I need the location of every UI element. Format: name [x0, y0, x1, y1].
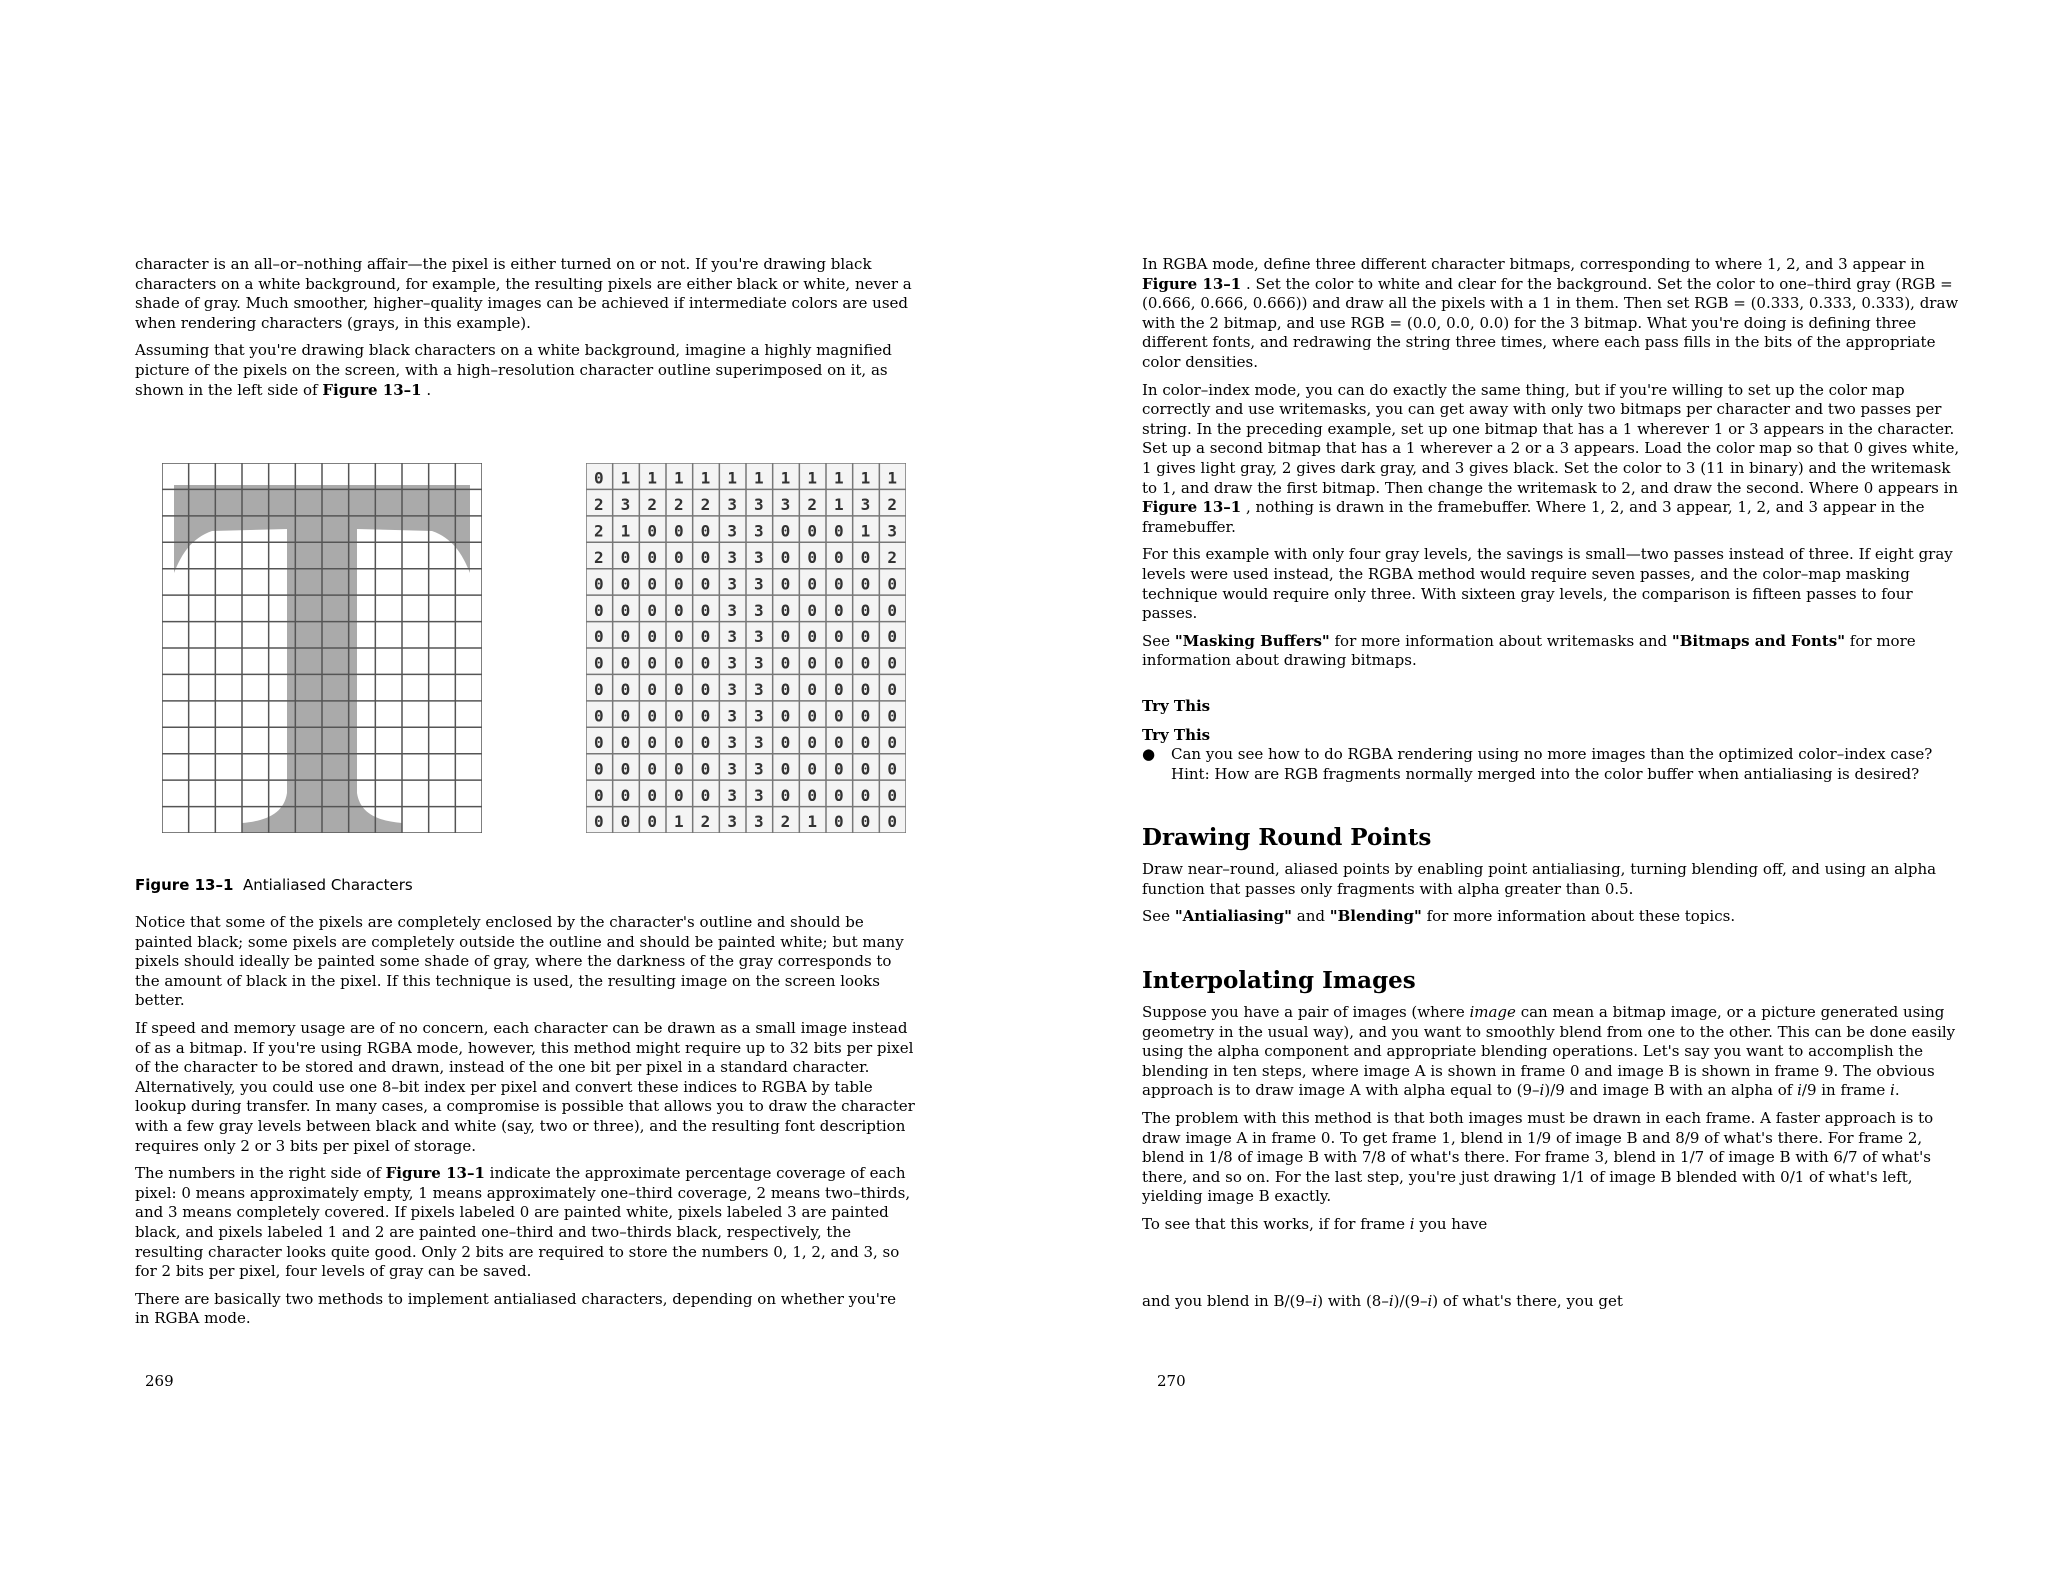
figure-caption: [135, 876, 413, 894]
coverage-value: 3: [754, 627, 764, 647]
figure-reference: Figure 13–1: [1142, 274, 1242, 293]
coverage-value: 0: [780, 574, 791, 594]
coverage-value: 0: [807, 706, 817, 726]
coverage-value: 3: [727, 680, 737, 700]
interpolating-paragraph-3: To see that this works, if for frame i you have: [1142, 1214, 1488, 1233]
coverage-value: 0: [647, 521, 657, 541]
coverage-value: 0: [674, 706, 684, 726]
coverage-value: 0: [887, 785, 897, 805]
coverage-value: 0: [620, 732, 631, 752]
coverage-value: 0: [620, 759, 631, 779]
coverage-value: 0: [700, 574, 711, 594]
coverage-value: 2: [594, 547, 604, 567]
coverage-value: 0: [834, 574, 844, 594]
coverage-value: 0: [700, 680, 711, 700]
coverage-value: 2: [594, 495, 604, 515]
coverage-value: 0: [807, 680, 817, 700]
coverage-value: 0: [780, 600, 791, 620]
coverage-value: 0: [620, 653, 631, 673]
coverage-value: 3: [754, 706, 764, 726]
coverage-value: 0: [647, 653, 657, 673]
coverage-value: 1: [834, 468, 844, 488]
coverage-value: 0: [620, 547, 631, 567]
coverage-value: 1: [754, 468, 764, 488]
coverage-value: 3: [727, 759, 737, 779]
interpolating-paragraph-4: and you blend in B/(9–i) with (8–i)/(9–i) of what's there, you get: [1142, 1292, 1623, 1310]
coverage-value: 0: [700, 732, 711, 752]
coverage-value: 0: [594, 706, 604, 726]
try-this-text: Can you see how to do RGBA rendering using no more images than the optimized color–index case? Hint: How are RGB fragments normally merged into the color buffer when antialiasing is desired?: [1171, 745, 1933, 783]
right-paragraph-1: In RGBA mode, define three different character bitmaps, corresponding to where 1, 2, and 3 appear in Figure 13–1 . Set the color to white and clear for the background. Set the color to one–third gray (RGB = (0.666, 0.666, 0.666)) and draw all the pixels with a 1 in them. Then set RGB = (0.333, 0.333, 0.333), draw with the 2 bitmap, and use RGB = (0.0, 0.0, 0.0) for the 3 bitmap. What you're doing is defining three different fonts, and redrawing the string three times, where each pass fills in the bits of the appropriate color densities.: [1142, 255, 1959, 371]
coverage-value: 0: [860, 600, 871, 620]
heading-interpolating-images: Interpolating Images: [1142, 967, 1416, 994]
coverage-value: 0: [620, 627, 631, 647]
coverage-value: 2: [594, 521, 604, 541]
coverage-value: 0: [860, 627, 871, 647]
page-number-left: 269: [145, 1372, 174, 1390]
coverage-value: 3: [727, 785, 737, 805]
coverage-value: 0: [780, 732, 791, 752]
coverage-value: 0: [887, 627, 897, 647]
coverage-value: 3: [754, 600, 764, 620]
coverage-value: 0: [674, 627, 684, 647]
coverage-value: 1: [674, 468, 684, 488]
coverage-value: 0: [674, 732, 684, 752]
coverage-value: 0: [700, 653, 711, 673]
coverage-value: 2: [700, 812, 711, 832]
coverage-value: 0: [674, 600, 684, 620]
coverage-value: 0: [700, 706, 711, 726]
figure-t-outline: [162, 463, 482, 833]
round-points-see-also: See "Antialiasing" and "Blending" for more information about these topics.: [1142, 907, 1736, 926]
coverage-value: 0: [594, 574, 604, 594]
coverage-value: 0: [860, 759, 871, 779]
interpolating-section: [1142, 1003, 1962, 1243]
try-this-bullet: [1142, 745, 1962, 785]
coverage-value: 3: [727, 574, 737, 594]
coverage-value: 0: [807, 574, 817, 594]
coverage-value: 0: [594, 468, 604, 488]
coverage-value: 0: [807, 732, 817, 752]
coverage-value: 3: [754, 574, 764, 594]
coverage-value: 0: [780, 706, 791, 726]
coverage-value: 0: [674, 653, 684, 673]
coverage-value: 3: [887, 521, 897, 541]
coverage-value: 0: [807, 521, 817, 541]
coverage-value: 0: [834, 521, 844, 541]
coverage-value: 0: [807, 785, 817, 805]
link-blending[interactable]: "Blending": [1329, 907, 1422, 926]
figure-caption-label: Figure 13–1: [135, 876, 234, 894]
left-paragraph-3: Notice that some of the pixels are completely enclosed by the character's outline and should be painted black; some pixels are completely outside the outline and should be painted white; but many pixels should ideally be painted some shade of gray, where the darkness of the gray corresponds to the amount of black in the pixel. If this technique is used, the resulting image on the screen looks better.: [135, 913, 904, 1010]
coverage-value: 0: [834, 680, 844, 700]
coverage-value: 0: [594, 680, 604, 700]
coverage-value: 0: [700, 759, 711, 779]
link-antialiasing[interactable]: "Antialiasing": [1174, 907, 1292, 926]
coverage-value: 0: [860, 732, 871, 752]
coverage-value: 1: [700, 468, 711, 488]
coverage-value: 0: [887, 680, 897, 700]
page-number-right: 270: [1157, 1372, 1186, 1390]
right-paragraph-4: See "Masking Buffers" for more information about writemasks and "Bitmaps and Fonts" for more information about drawing bitmaps.: [1142, 631, 1916, 670]
interpolating-paragraph-2: The problem with this method is that both images must be drawn in each frame. A faster approach is to draw image A in frame 0. To get frame 1, blend in 1/9 of image B and 8/9 of what's there. For frame 2, blend in 1/8 of image B with 7/8 of what's there. For frame 3, blend in 1/7 of image B with 6/7 of what's there, and so on. For the last step, you're just drawing 1/1 of image B blended with 0/1 of what's left, yielding image B exactly.: [1142, 1108, 1934, 1206]
coverage-value: 0: [620, 680, 631, 700]
try-this-heading: Try This: [1142, 697, 1211, 715]
coverage-value: 0: [834, 812, 844, 832]
coverage-value: 0: [887, 653, 897, 673]
coverage-value: 0: [674, 574, 684, 594]
coverage-value: 1: [834, 495, 844, 515]
coverage-value: 0: [860, 574, 871, 594]
coverage-value: 0: [887, 759, 897, 779]
coverage-value: 1: [647, 468, 657, 488]
coverage-value: 0: [700, 600, 711, 620]
coverage-value: 0: [887, 812, 897, 832]
figure-coverage-grid: [586, 463, 906, 833]
coverage-value: 0: [700, 785, 711, 805]
round-points-section: [1142, 860, 1962, 935]
coverage-value: 0: [594, 785, 604, 805]
left-paragraph-2: Assuming that you're drawing black characters on a white background, imagine a highly magnified picture of the pixels on the screen, with a high–resolution character outline superimposed on it, as shown in the left side of Figure 13–1 .: [135, 341, 892, 399]
coverage-value: 2: [647, 495, 657, 515]
coverage-value: 0: [834, 600, 844, 620]
coverage-value: 3: [727, 521, 737, 541]
coverage-value: 3: [754, 495, 764, 515]
coverage-value: 0: [807, 600, 817, 620]
coverage-value: 0: [834, 706, 844, 726]
coverage-value: 0: [647, 759, 657, 779]
round-points-paragraph: Draw near–round, aliased points by enabling point antialiasing, turning blending off, and using an alpha function that passes only fragments with alpha greater than 0.5.: [1142, 860, 1937, 898]
coverage-value: 0: [647, 680, 657, 700]
link-bitmaps-and-fonts[interactable]: "Bitmaps and Fonts": [1671, 631, 1846, 650]
coverage-value: 0: [594, 627, 604, 647]
right-paragraph-3: For this example with only four gray levels, the savings is small—two passes instead of three. If eight gray levels were used instead, the RGBA method would require seven passes, and the color–map masking technique would require only three. With sixteen gray levels, the comparison is fifteen passes to four passes.: [1142, 545, 1953, 623]
coverage-value: 0: [887, 600, 897, 620]
coverage-value: 0: [780, 653, 791, 673]
coverage-value: 2: [700, 495, 711, 515]
coverage-value: 0: [887, 574, 897, 594]
coverage-value: 0: [594, 653, 604, 673]
coverage-value: 0: [674, 759, 684, 779]
coverage-value: 1: [674, 812, 684, 832]
coverage-value: 0: [647, 732, 657, 752]
heading-drawing-round-points: Drawing Round Points: [1142, 824, 1432, 851]
coverage-value: 0: [780, 759, 791, 779]
coverage-value: 3: [727, 706, 737, 726]
coverage-value: 3: [727, 812, 737, 832]
coverage-value: 0: [594, 600, 604, 620]
coverage-value: 0: [620, 600, 631, 620]
coverage-value: 3: [754, 521, 764, 541]
left-text-bottom: [135, 913, 915, 1337]
coverage-value: 3: [754, 680, 764, 700]
coverage-value: 3: [754, 812, 764, 832]
coverage-value: 3: [754, 653, 764, 673]
coverage-value: 0: [700, 521, 711, 541]
coverage-value: 0: [620, 706, 631, 726]
figure-reference: Figure 13–1: [1142, 498, 1242, 517]
coverage-value: 0: [834, 759, 844, 779]
coverage-value: 3: [620, 495, 631, 515]
coverage-value: 0: [674, 547, 684, 567]
figure-reference: Figure 13–1: [385, 1164, 485, 1183]
coverage-value: 0: [647, 574, 657, 594]
coverage-value: 0: [647, 785, 657, 805]
coverage-value: 2: [780, 812, 791, 832]
coverage-value: 1: [860, 468, 871, 488]
figure-reference: Figure 13–1: [322, 380, 422, 399]
coverage-value: 3: [727, 627, 737, 647]
figure-caption-text: Antialiased Characters: [242, 876, 413, 894]
coverage-value: 0: [834, 653, 844, 673]
coverage-value: 3: [727, 547, 737, 567]
coverage-value: 0: [887, 732, 897, 752]
left-text-top: [135, 255, 915, 408]
link-masking-buffers[interactable]: "Masking Buffers": [1174, 631, 1330, 650]
coverage-value: 1: [780, 468, 791, 488]
coverage-value: 3: [754, 547, 764, 567]
coverage-value: 0: [594, 732, 604, 752]
coverage-value: 3: [727, 653, 737, 673]
coverage-value: 3: [860, 495, 871, 515]
coverage-value: 0: [860, 680, 871, 700]
coverage-value: 2: [807, 495, 817, 515]
coverage-value: 0: [647, 547, 657, 567]
coverage-value: 0: [780, 521, 791, 541]
right-text-top: [1142, 255, 1962, 679]
coverage-value: 0: [620, 574, 631, 594]
coverage-value: 0: [780, 627, 791, 647]
coverage-value: 0: [700, 627, 711, 647]
coverage-value: 1: [727, 468, 737, 488]
coverage-value: 0: [807, 627, 817, 647]
coverage-value: 0: [834, 627, 844, 647]
interpolating-paragraph-1: Suppose you have a pair of images (where image can mean a bitmap image, or a picture generated using geometry in the usual way), and you want to smoothly blend from one to the other. This can be done easily using the alpha component and appropriate blending operations. Let's say you want to accomplish the blending in ten steps, where image A is shown in frame 0 and image B is shown in frame 9. The obvious approach is to draw image A with alpha equal to (9–i)/9 and image B with an alpha of i/9 in frame i.: [1142, 1003, 1956, 1100]
left-paragraph-4: If speed and memory usage are of no concern, each character can be drawn as a small image instead of as a bitmap. If you're using RGBA mode, however, this method might require up to 32 bits per pixel of the character to be stored and drawn, instead of the one bit per pixel in a standard character. Alternatively, you could use one 8–bit index per pixel and convert these indices to RGBA by table lookup during transfer. In many cases, a compromise is possible that allows you to draw the character with a few gray levels between black and white (say, two or three), and the resulting font description requires only 2 or 3 bits per pixel of storage.: [135, 1018, 915, 1155]
coverage-value: 0: [807, 547, 817, 567]
right-paragraph-2: In color–index mode, you can do exactly the same thing, but if you're willing to set up the color map correctly and use writemasks, you can get away with only two bitmaps per character and two passes per string. In the preceding example, set up one bitmap that has a 1 wherever 1 or 3 appears in the character. Set up a second bitmap that has a 1 wherever a 2 or a 3 appears. Load the color map so that 0 gives white, 1 gives light gray, 2 gives dark gray, and 3 gives black. Set the color to 3 (11 in binary) and the writemask to 1, and draw the first bitmap. Then change the writemask to 2, and draw the second. Where 0 appears in Figure 13–1 , nothing is drawn in the framebuffer. Where 1, 2, and 3 appear, 1, 2, and 3 appear in the framebuffer.: [1142, 380, 1960, 536]
coverage-value: 2: [674, 495, 684, 515]
coverage-value: 0: [780, 547, 791, 567]
coverage-value: 1: [620, 468, 631, 488]
coverage-value: 0: [834, 732, 844, 752]
coverage-value: 0: [887, 706, 897, 726]
coverage-value: 1: [887, 468, 897, 488]
coverage-value: 0: [647, 627, 657, 647]
coverage-value: 2: [887, 495, 897, 515]
coverage-value: 0: [674, 680, 684, 700]
coverage-value: 0: [647, 600, 657, 620]
coverage-value: 3: [727, 495, 737, 515]
coverage-value: 0: [647, 706, 657, 726]
coverage-value: 1: [620, 521, 631, 541]
coverage-value: 0: [620, 812, 631, 832]
coverage-value: 0: [860, 706, 871, 726]
coverage-value: 0: [860, 812, 871, 832]
coverage-value: 1: [860, 521, 871, 541]
coverage-value: 3: [754, 732, 764, 752]
coverage-value: 3: [754, 759, 764, 779]
coverage-value: 0: [594, 759, 604, 779]
coverage-value: 0: [834, 785, 844, 805]
right-page: [1024, 0, 2048, 1582]
left-paragraph-6: There are basically two methods to implement antialiased characters, depending on whether you're in RGBA mode.: [135, 1289, 896, 1328]
coverage-value: 0: [807, 759, 817, 779]
coverage-value: 3: [727, 600, 737, 620]
coverage-value: 0: [860, 785, 871, 805]
coverage-value: 0: [860, 653, 871, 673]
coverage-value: 0: [674, 521, 684, 541]
try-this-heading-2: Try This: [1142, 726, 1211, 744]
coverage-value: 0: [620, 785, 631, 805]
coverage-value: 0: [700, 547, 711, 567]
coverage-value: 2: [887, 547, 897, 567]
coverage-value: 0: [674, 785, 684, 805]
coverage-value: 0: [807, 653, 817, 673]
left-paragraph-5: The numbers in the right side of Figure 13–1 indicate the approximate percentage coverage of each pixel: 0 means approximately empty, 1 means approximately one–third coverage, 2 means two–thirds, and 3 means completely covered. If pixels labeled 0 are painted white, pixels labeled 3 are painted black, and pixels labeled 1 and 2 are painted one–third and two–thirds black, respectively, the resulting character looks quite good. Only 2 bits are required to store the numbers 0, 1, 2, and 3, so for 2 bits per pixel, four levels of gray can be saved.: [135, 1164, 911, 1281]
coverage-value: 3: [754, 785, 764, 805]
coverage-value: 1: [807, 468, 817, 488]
coverage-value: 0: [860, 547, 871, 567]
coverage-value: 0: [647, 812, 657, 832]
coverage-value: 0: [780, 680, 791, 700]
coverage-value: 3: [780, 495, 791, 515]
coverage-value: 3: [727, 732, 737, 752]
left-paragraph-1: character is an all–or–nothing affair—the pixel is either turned on or not. If you're drawing black characters on a white background, for example, the resulting pixels are either black or white, never a shade of gray. Much smoother, higher–quality images can be achieved if intermediate colors are used when rendering characters (grays, in this example).: [135, 255, 912, 332]
bullet-icon: ●: [1142, 745, 1156, 763]
coverage-value: 0: [594, 812, 604, 832]
coverage-value: 0: [780, 785, 791, 805]
coverage-value: 1: [807, 812, 817, 832]
coverage-value: 0: [834, 547, 844, 567]
